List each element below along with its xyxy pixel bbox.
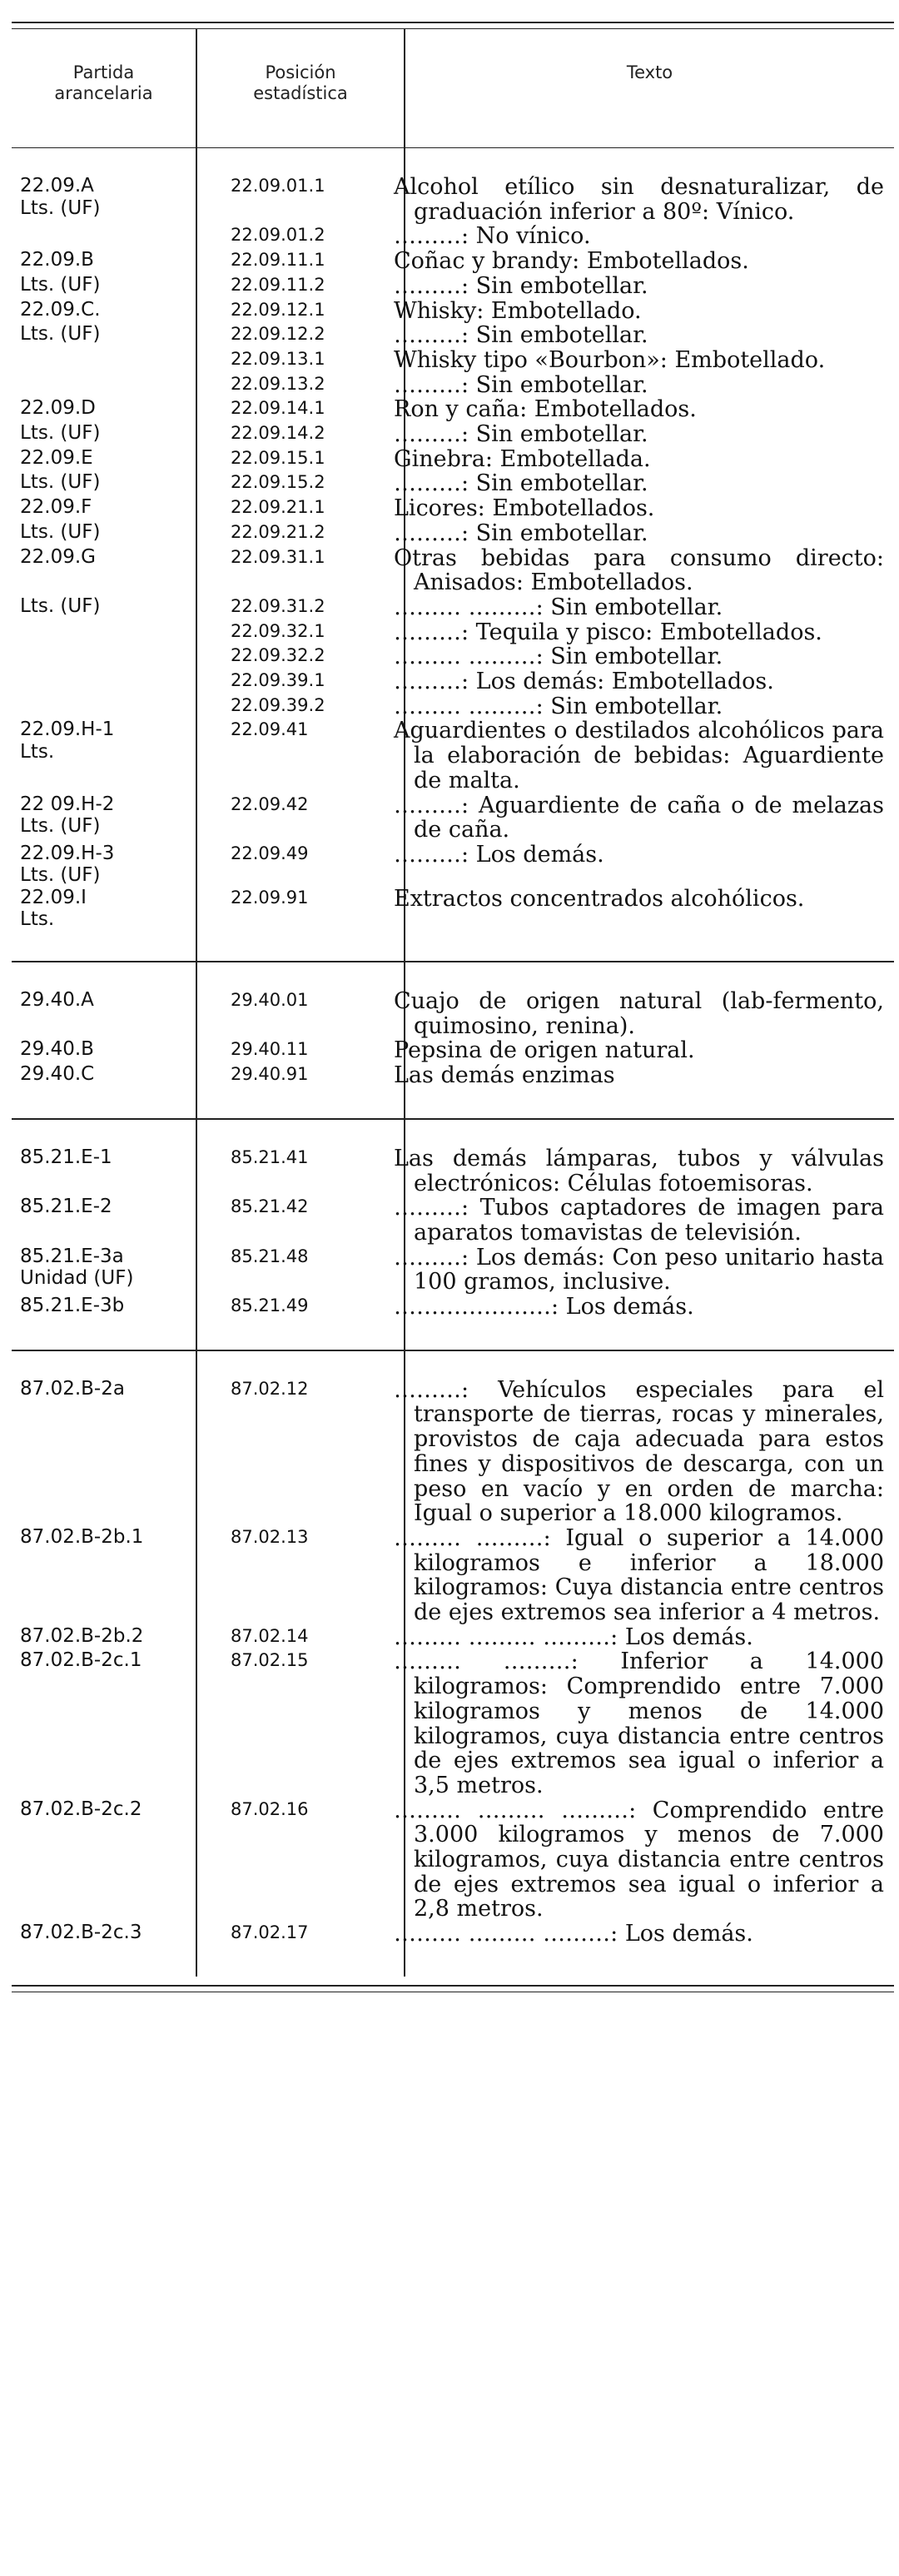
table-body — [12, 148, 894, 1977]
texto-cell: Las demás enzimas — [405, 1063, 894, 1119]
table-row — [12, 1649, 894, 1798]
table-row — [12, 224, 894, 249]
table-row — [12, 1295, 894, 1350]
posicion-cell: 85.21.49 — [196, 1295, 405, 1350]
posicion-cell: 22.09.11.1 — [196, 249, 405, 274]
texto-cell: Ginebra: Embotellada. — [405, 447, 894, 472]
table-row — [12, 299, 894, 324]
texto-cell: ……… ………: Igual o superior a 14.000 kilogramos e inferior a 18.000 kilogramos: Cuya distancia entre centros de ejes extremos sea inferior a 4 metros. — [405, 1526, 894, 1625]
posicion-cell: 87.02.17 — [196, 1922, 405, 1977]
table-row — [12, 620, 894, 645]
partida-cell: 85.21.E-3b — [20, 1295, 125, 1317]
table-row — [12, 1063, 894, 1119]
texto-cell: ………: Tubos captadores de imagen para aparatos tomavistas de televisión. — [405, 1196, 894, 1245]
partida-cell: 87.02.B-2c.3 — [20, 1922, 142, 1944]
table-row — [12, 793, 894, 843]
texto-cell: Whisky tipo «Bourbon»: Embotellado. — [405, 348, 894, 373]
posicion-cell: 29.40.11 — [196, 1038, 405, 1063]
texto-cell: ………: Sin embotellar. — [405, 274, 894, 299]
posicion-cell: 22.09.39.1 — [196, 669, 405, 694]
table-row — [12, 962, 894, 1038]
texto-cell: ……… ……… ………: Comprendido entre 3.000 kilogramos y menos de 7.000 kilogramos, cuya distancia entre centros de ejes extremos sea igual o inferior a 2,8 metros. — [405, 1798, 894, 1922]
partida-cell — [12, 373, 196, 398]
texto-cell: ………: Sin embotellar. — [405, 521, 894, 546]
texto-cell: Extractos concentrados alcohólicos. — [405, 887, 894, 962]
table-row — [12, 843, 894, 887]
texto-cell: ……… ………: Sin embotellar. — [405, 644, 894, 669]
tariff-table-page — [12, 22, 894, 1992]
posicion-cell: 87.02.13 — [196, 1526, 405, 1625]
texto-cell: Whisky: Embotellado. — [405, 299, 894, 324]
table-row — [12, 1625, 894, 1650]
posicion-cell: 22.09.31.2 — [196, 595, 405, 620]
posicion-cell: 22.09.42 — [196, 793, 405, 843]
header-texto: Texto — [405, 29, 894, 148]
posicion-cell: 22.09.15.1 — [196, 447, 405, 472]
texto-cell: …………………: Los demás. — [405, 1295, 894, 1350]
table-row — [12, 669, 894, 694]
posicion-cell: 22.09.14.1 — [196, 397, 405, 422]
partida-cell: 87.02.B-2b.1 — [20, 1525, 144, 1548]
partida-cell — [12, 348, 196, 373]
texto-cell: ……… ………: Sin embotellar. — [405, 694, 894, 719]
partida-cell — [12, 669, 196, 694]
posicion-cell: 22.09.32.1 — [196, 620, 405, 645]
partida-cell — [12, 620, 196, 645]
table-row — [12, 496, 894, 521]
partida-cell: 87.02.B-2a — [20, 1377, 125, 1400]
tariff-table — [12, 29, 894, 1977]
partida-cell — [12, 694, 196, 719]
partida-cell: 29.40.C — [20, 1063, 95, 1086]
texto-cell: ……… ……… ………: Los demás. — [405, 1922, 894, 1977]
posicion-cell: 22.09.21.1 — [196, 496, 405, 521]
posicion-cell: 22.09.01.2 — [196, 224, 405, 249]
texto-cell: ………: Vehículos especiales para el transporte de tierras, rocas y minerales, provistos de caja adecuada para estos fines y dispositivos de descarga, con un peso en vacío y en orden de marcha: Igual o superior a 18.000 kilogramos. — [405, 1351, 894, 1526]
posicion-cell: 22.09.32.2 — [196, 644, 405, 669]
table-row — [12, 447, 894, 472]
table-row — [12, 694, 894, 719]
posicion-cell: 22.09.49 — [196, 843, 405, 887]
table-row — [12, 719, 894, 793]
texto-cell: Las demás lámparas, tubos y válvulas electrónicos: Células fotoemisoras. — [405, 1120, 894, 1196]
posicion-cell: 22.09.01.1 — [196, 148, 405, 225]
table-row — [12, 1038, 894, 1063]
partida-cell — [12, 224, 196, 249]
table-row — [12, 1196, 894, 1245]
posicion-cell: 22.09.39.2 — [196, 694, 405, 719]
texto-cell: ………: Sin embotellar. — [405, 471, 894, 496]
texto-cell: ………: Sin embotellar. — [405, 422, 894, 447]
partida-cell: Lts. (UF) — [20, 422, 101, 445]
posicion-cell: 22.09.41 — [196, 719, 405, 793]
texto-cell: ………: Los demás. — [405, 843, 894, 887]
table-row — [12, 148, 894, 225]
partida-cell: 87.02.B-2c.2 — [20, 1798, 142, 1820]
partida-cell: 22 09.H-2 Lts. (UF) — [20, 793, 115, 838]
texto-cell: ………: Sin embotellar. — [405, 373, 894, 398]
texto-cell: Alcohol etílico sin desnaturalizar, de graduación inferior a 80º: Vínico. — [405, 148, 894, 225]
texto-cell: Aguardientes o destilados alcohólicos para la elaboración de bebidas: Aguardiente de malta. — [405, 719, 894, 793]
partida-cell: 22.09.C. — [20, 298, 101, 321]
texto-cell: Ron y caña: Embotellados. — [405, 397, 894, 422]
texto-cell: Licores: Embotellados. — [405, 496, 894, 521]
partida-cell: 22.09.G — [20, 545, 96, 568]
partida-cell: Lts. (UF) — [20, 323, 101, 346]
posicion-cell: 87.02.16 — [196, 1798, 405, 1922]
texto-cell: Pepsina de origen natural. — [405, 1038, 894, 1063]
texto-cell: Coñac y brandy: Embotellados. — [405, 249, 894, 274]
texto-cell: ………: Los demás: Embotellados. — [405, 669, 894, 694]
posicion-cell: 87.02.15 — [196, 1649, 405, 1798]
table-row — [12, 249, 894, 274]
posicion-cell: 22.09.31.1 — [196, 546, 405, 595]
table-row — [12, 422, 894, 447]
partida-cell: 85.21.E-3a Unidad (UF) — [20, 1245, 134, 1290]
table-row — [12, 1922, 894, 1977]
table-header — [12, 29, 894, 148]
table-row — [12, 595, 894, 620]
table-row — [12, 1798, 894, 1922]
texto-cell: Otras bebidas para consumo directo: Anisados: Embotellados. — [405, 546, 894, 595]
posicion-cell: 85.21.42 — [196, 1196, 405, 1245]
posicion-cell: 22.09.13.1 — [196, 348, 405, 373]
texto-cell: ………: No vínico. — [405, 224, 894, 249]
partida-cell: Lts. (UF) — [20, 273, 101, 296]
partida-cell: 85.21.E-2 — [20, 1196, 112, 1218]
table-row — [12, 1351, 894, 1526]
posicion-cell: 29.40.01 — [196, 962, 405, 1038]
texto-cell: ………: Tequila y pisco: Embotellados. — [405, 620, 894, 645]
partida-cell: Lts. (UF) — [20, 594, 101, 617]
table-row — [12, 1246, 894, 1295]
partida-cell: 22.09.I Lts. — [20, 886, 87, 931]
partida-cell: 22.09.E — [20, 446, 93, 469]
posicion-cell: 22.09.14.2 — [196, 422, 405, 447]
partida-cell: 22.09.B — [20, 249, 94, 271]
table-row — [12, 373, 894, 398]
table-row — [12, 644, 894, 669]
partida-cell: 22.09.H-3 Lts. (UF) — [20, 842, 115, 887]
posicion-cell: 85.21.41 — [196, 1120, 405, 1196]
table-row — [12, 1120, 894, 1196]
header-partida: Partida arancelaria — [12, 29, 196, 148]
table-row — [12, 323, 894, 348]
partida-cell: Lts. (UF) — [20, 520, 101, 543]
table-row — [12, 521, 894, 546]
posicion-cell: 22.09.91 — [196, 887, 405, 962]
posicion-cell: 87.02.14 — [196, 1625, 405, 1650]
table-row — [12, 1526, 894, 1625]
partida-cell: 87.02.B-2c.1 — [20, 1649, 142, 1672]
table-row — [12, 546, 894, 595]
posicion-cell: 22.09.12.1 — [196, 299, 405, 324]
partida-cell: Lts. (UF) — [20, 471, 101, 494]
bottom-rule — [12, 1985, 894, 1987]
posicion-cell: 22.09.13.2 — [196, 373, 405, 398]
texto-cell: ………: Aguardiente de caña o de melazas de caña. — [405, 793, 894, 843]
partida-cell — [12, 644, 196, 669]
partida-cell: 22.09.H-1 Lts. — [20, 719, 115, 763]
partida-cell: 87.02.B-2b.2 — [20, 1624, 144, 1647]
posicion-cell: 22.09.11.2 — [196, 274, 405, 299]
texto-cell: ……… ………: Sin embotellar. — [405, 595, 894, 620]
table-row — [12, 887, 894, 962]
partida-cell: 22.09.D — [20, 397, 96, 420]
top-rule — [12, 22, 894, 23]
posicion-cell: 22.09.12.2 — [196, 323, 405, 348]
table-row — [12, 397, 894, 422]
texto-cell: ………: Los demás: Con peso unitario hasta 100 gramos, inclusive. — [405, 1246, 894, 1295]
partida-cell: 29.40.B — [20, 1038, 94, 1061]
posicion-cell: 22.09.15.2 — [196, 471, 405, 496]
header-posicion: Posición estadística — [196, 29, 405, 148]
table-row — [12, 274, 894, 299]
partida-cell: 22.09.A Lts. (UF) — [20, 175, 101, 219]
partida-cell: 85.21.E-1 — [20, 1146, 112, 1168]
posicion-cell: 29.40.91 — [196, 1063, 405, 1119]
texto-cell: ……… ………: Inferior a 14.000 kilogramos: Comprendido entre 7.000 kilogramos y menos de 14.000 kilogramos, cuya distancia entre centros de ejes extremos sea igual o inferior a 3,5 metros. — [405, 1649, 894, 1798]
posicion-cell: 87.02.12 — [196, 1351, 405, 1526]
table-row — [12, 471, 894, 496]
partida-cell: 22.09.F — [20, 496, 92, 519]
posicion-cell: 85.21.48 — [196, 1246, 405, 1295]
texto-cell: ………: Sin embotellar. — [405, 323, 894, 348]
texto-cell: ……… ……… ………: Los demás. — [405, 1625, 894, 1650]
texto-cell: Cuajo de origen natural (lab-fermento, quimosino, renina). — [405, 962, 894, 1038]
partida-cell: 29.40.A — [20, 988, 94, 1011]
table-row — [12, 348, 894, 373]
posicion-cell: 22.09.21.2 — [196, 521, 405, 546]
